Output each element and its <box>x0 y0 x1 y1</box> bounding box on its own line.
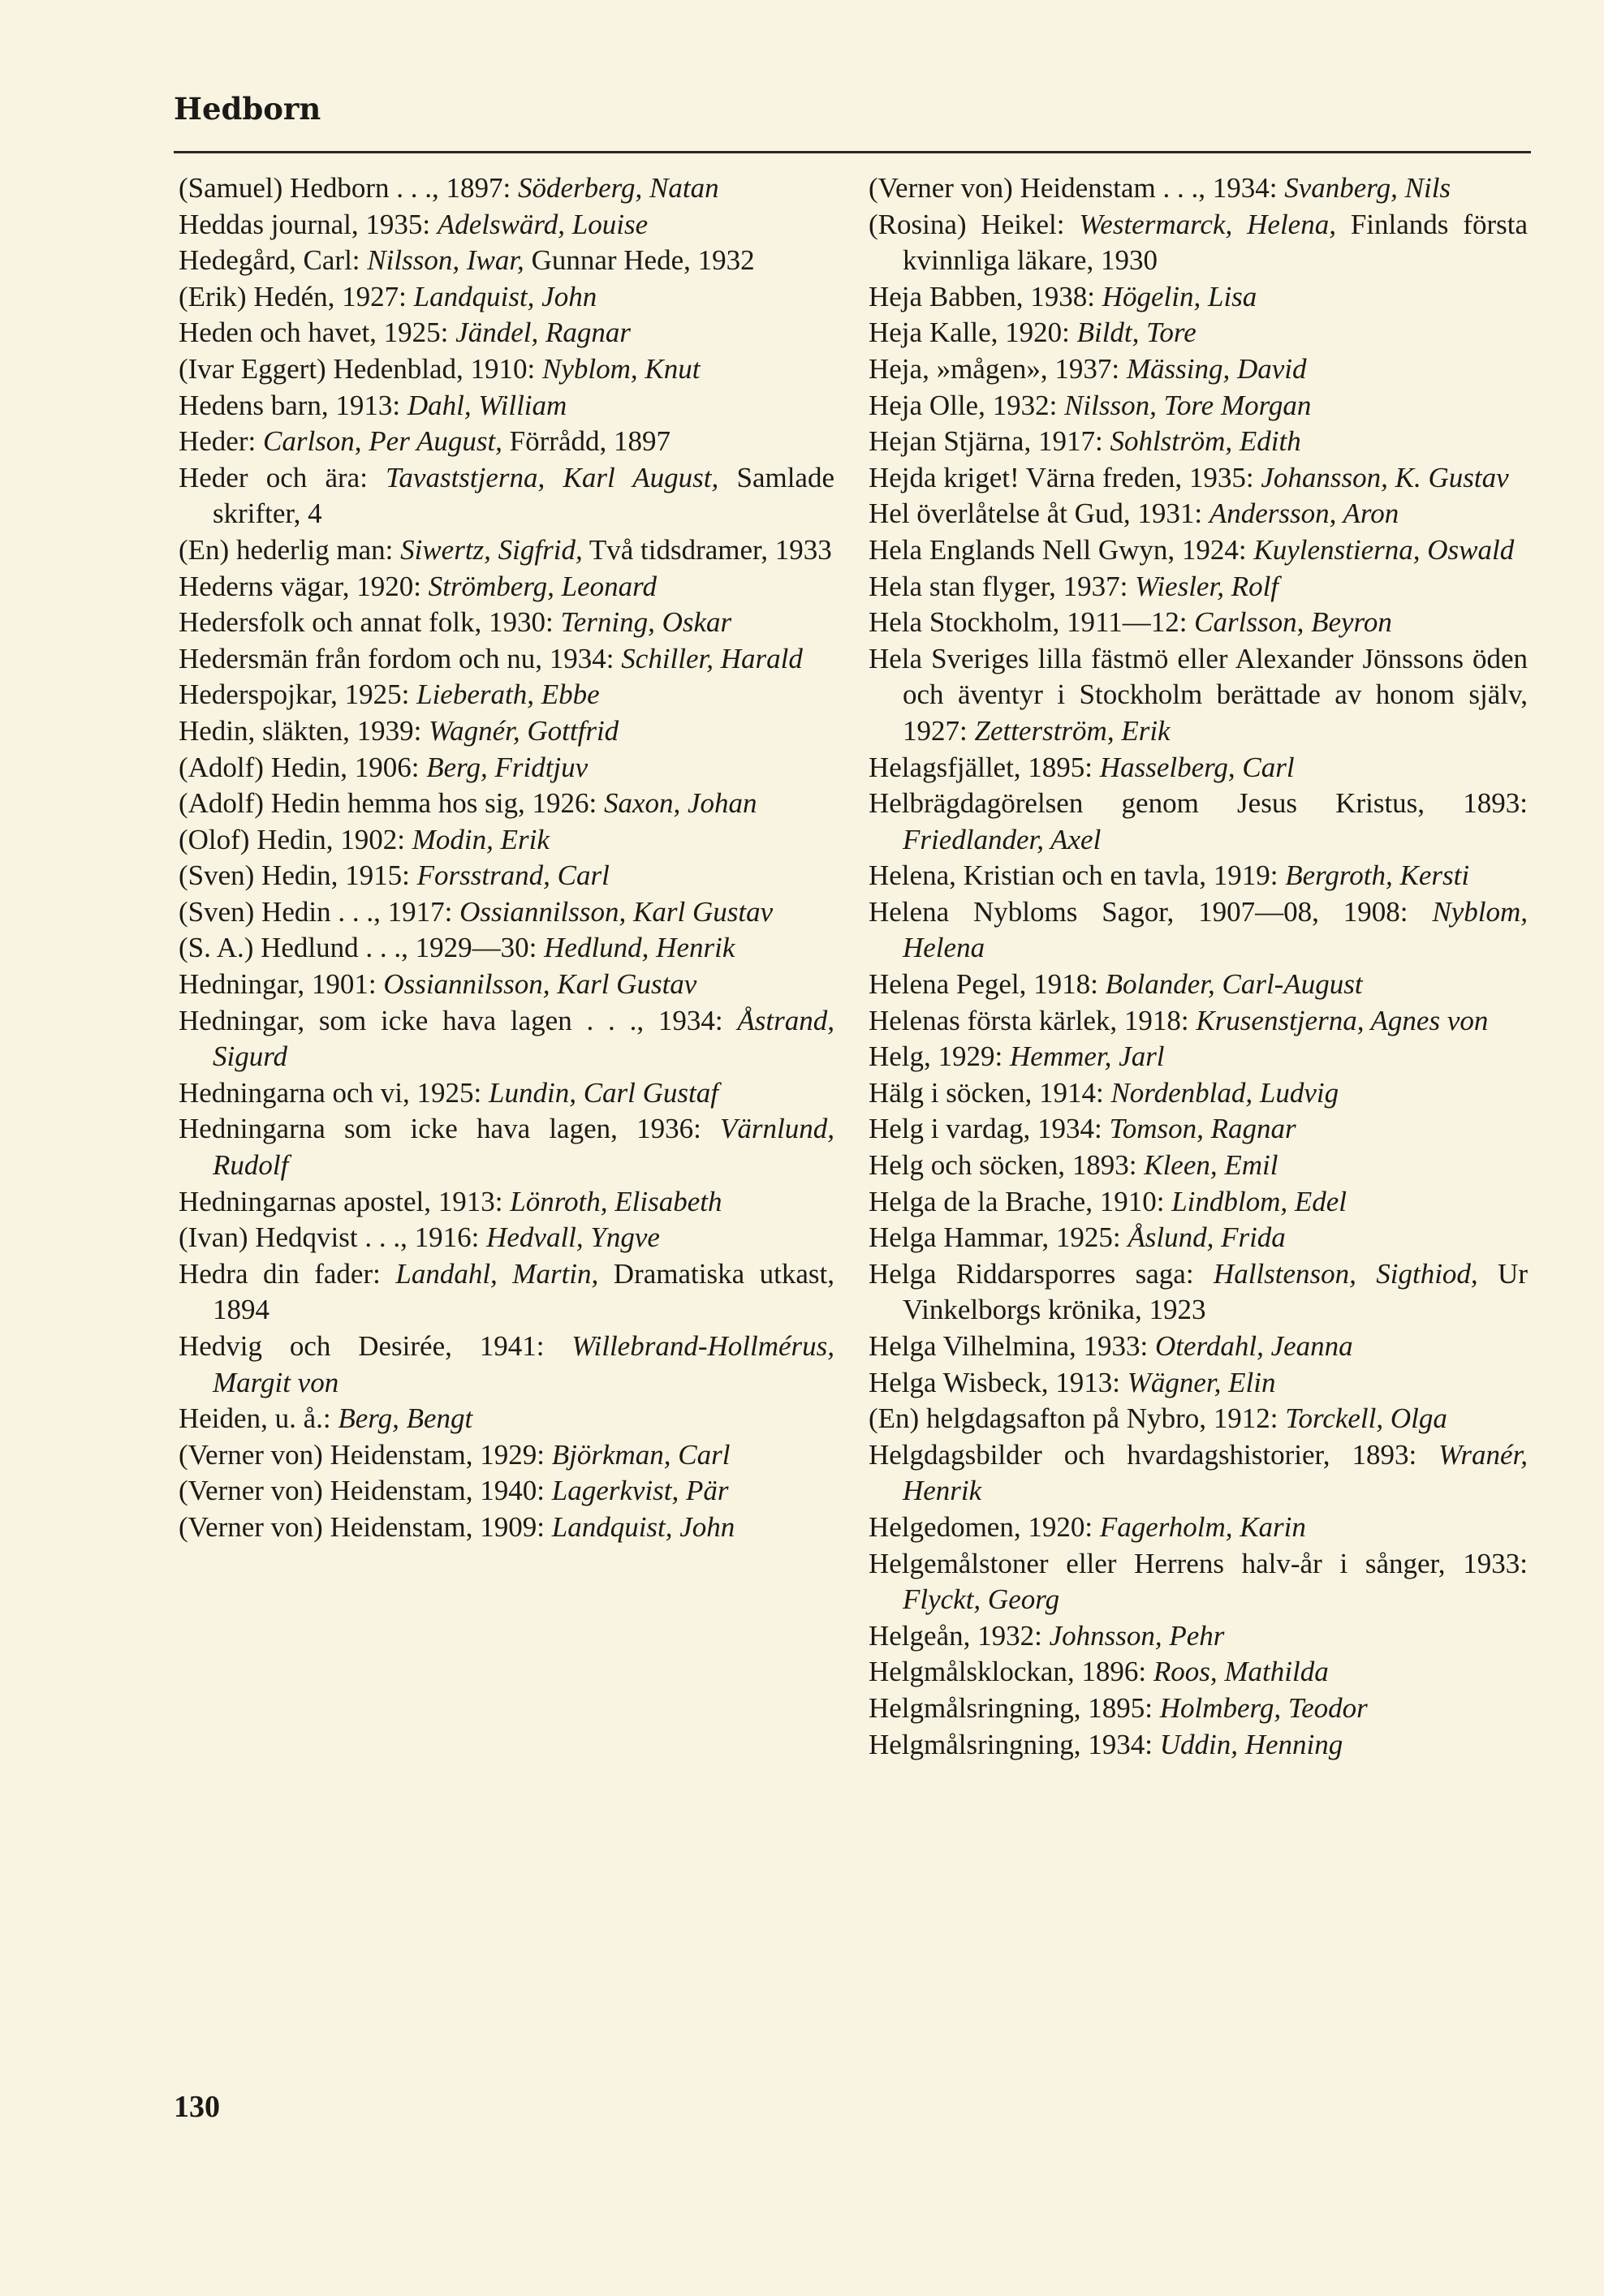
entry-title: Hedra din fader: <box>179 1257 396 1290</box>
entry-title: Heder och ära: <box>179 461 386 493</box>
index-entry <box>869 1401 1528 1437</box>
entry-author: Lieberath, Ebbe <box>416 678 600 711</box>
entry-author: Värnlund, Rudolf <box>213 1113 834 1182</box>
entry-author: Åstrand, Sigurd <box>213 1004 834 1073</box>
entry-author: Lagerkvist, Pär <box>551 1475 729 1507</box>
entry-title: Hedningar, som icke hava lagen . . ., 1934: <box>179 1004 738 1036</box>
entry-author: Forsstrand, Carl <box>416 859 610 892</box>
entry-author: Terning, Oskar <box>560 606 732 639</box>
entry-author: Ossiannilsson, Karl Gustav <box>383 968 697 1001</box>
entry-author: Sohlström, Edith <box>1110 425 1301 458</box>
index-entry <box>179 279 834 316</box>
entry-title: Helagsfjället, 1895: <box>869 751 1100 783</box>
entry-author: Jändel, Ragnar <box>455 317 631 349</box>
entry-title: (Verner von) Heidenstam, 1940: <box>179 1475 552 1507</box>
entry-title: Helena Nybloms Sagor, 1907—08, 1908: <box>869 895 1433 928</box>
entry-author: Landquist, John <box>413 280 597 312</box>
index-entry <box>869 641 1528 750</box>
index-entry <box>869 1184 1528 1221</box>
index-entry <box>869 1618 1528 1655</box>
entry-title: Heddas journal, 1935: <box>179 208 438 240</box>
entry-author: Åslund, Frida <box>1128 1221 1286 1254</box>
index-entry <box>179 822 834 859</box>
entry-title: (Verner von) Heidenstam, 1929: <box>179 1438 552 1471</box>
entry-title: Helg i vardag, 1934: <box>869 1113 1110 1145</box>
index-entry <box>179 1329 834 1401</box>
entry-title: (Samuel) Hedborn . . ., 1897: <box>179 172 518 204</box>
entry-author: Adelswärd, Louise <box>437 208 649 240</box>
entry-title: Helenas första kärlek, 1918: <box>869 1004 1197 1036</box>
entry-title: Hedersmän från fordom och nu, 1934: <box>179 642 622 674</box>
entry-rest: Förrådd, 1897 <box>502 425 670 458</box>
entry-title: (Ivar Eggert) Hedenblad, 1910: <box>179 352 543 385</box>
entry-title: Helena Pegel, 1918: <box>869 968 1106 1001</box>
entry-title: Hedningarna och vi, 1925: <box>179 1076 489 1109</box>
index-entry <box>179 894 834 931</box>
entry-title: Hejda kriget! Värna freden, 1935: <box>869 461 1261 493</box>
index-entry <box>869 1003 1528 1040</box>
entry-title: (Verner von) Heidenstam . . ., 1934: <box>869 172 1285 204</box>
entry-author: Landahl, Martin, <box>395 1257 599 1290</box>
entry-author: Hedlund, Henrik <box>544 932 735 964</box>
entry-author: Lundin, Carl Gustaf <box>489 1076 718 1109</box>
entry-title: (Sven) Hedin . . ., 1917: <box>179 895 460 928</box>
entry-title: Helgdagsbilder och hvardagshistorier, 1893: <box>869 1438 1439 1471</box>
index-entry <box>179 1075 834 1112</box>
index-entry <box>179 930 834 967</box>
entry-title: Helena, Kristian och en tavla, 1919: <box>869 859 1286 892</box>
index-entry <box>869 424 1528 460</box>
entry-author: Svanberg, Nils <box>1284 172 1451 204</box>
entry-title: (Adolf) Hedin hemma hos sig, 1926: <box>179 787 604 820</box>
entry-author: Nyblom, Knut <box>542 352 701 385</box>
index-entry <box>179 1256 834 1329</box>
entry-title: Hederspojkar, 1925: <box>179 678 417 711</box>
entry-author: Johnsson, Pehr <box>1049 1619 1225 1652</box>
index-entry <box>869 750 1528 786</box>
index-entry <box>869 1437 1528 1510</box>
entry-title: Helgmålsringning, 1895: <box>869 1691 1160 1724</box>
entry-author: Nyblom, Helena <box>903 895 1528 964</box>
index-entry <box>869 1075 1528 1112</box>
entry-author: Hallstenson, Sigthiod, <box>1213 1257 1478 1290</box>
index-entry <box>869 1111 1528 1148</box>
entry-author: Uddin, Henning <box>1159 1728 1343 1760</box>
entry-rest: Ur Vinkelborgs krönika, 1923 <box>903 1257 1528 1326</box>
entry-author: Nilsson, Tore Morgan <box>1064 389 1312 421</box>
index-entry <box>179 967 834 1003</box>
entry-title: Heiden, u. å.: <box>179 1402 338 1435</box>
entry-title: (En) helgdagsafton på Nybro, 1912: <box>869 1402 1286 1435</box>
entry-title: (Erik) Hedén, 1927: <box>179 280 414 312</box>
entry-author: Lindblom, Edel <box>1171 1185 1347 1217</box>
entry-author: Högelin, Lisa <box>1102 280 1257 312</box>
index-entry <box>179 713 834 750</box>
index-entry <box>179 641 834 678</box>
entry-author: Wagnér, Gottfrid <box>429 714 619 747</box>
entry-title: Helgedomen, 1920: <box>869 1510 1100 1543</box>
entry-title: (Sven) Hedin, 1915: <box>179 859 417 892</box>
entry-author: Carlson, Per August, <box>262 425 502 458</box>
entry-title: Hedens barn, 1913: <box>179 389 407 421</box>
index-entry <box>179 569 834 605</box>
right-column <box>869 170 1528 1763</box>
entry-author: Dahl, William <box>407 389 567 421</box>
entry-author: Lönroth, Elisabeth <box>510 1185 722 1217</box>
index-entry <box>179 1003 834 1075</box>
entry-author: Fagerholm, Karin <box>1099 1510 1306 1543</box>
entry-author: Schiller, Harald <box>621 642 803 674</box>
index-entry <box>869 1220 1528 1256</box>
entry-author: Björkman, Carl <box>551 1438 731 1471</box>
entry-author: Siwertz, Sigfrid, <box>400 533 583 566</box>
entry-author: Zetterström, Erik <box>974 714 1171 747</box>
entry-author: Strömberg, Leonard <box>428 570 657 602</box>
entry-author: Wägner, Elin <box>1127 1366 1276 1398</box>
entry-author: Johansson, K. Gustav <box>1261 461 1509 493</box>
entry-title: Hederns vägar, 1920: <box>179 570 429 602</box>
entry-author: Bergroth, Kersti <box>1285 859 1470 892</box>
index-entry <box>869 170 1528 207</box>
index-entry <box>869 786 1528 858</box>
entry-title: Hela Sveriges lilla fästmö eller Alexander Jönssons öden och äventyr i Stockholm berättade av honom själv, 1927: <box>869 642 1528 747</box>
entry-author: Tavaststjerna, Karl August, <box>386 461 719 493</box>
entry-title: Heja, »mågen», 1937: <box>869 352 1127 385</box>
index-entry <box>869 532 1528 569</box>
index-entry <box>869 496 1528 532</box>
entry-author: Bildt, Tore <box>1076 317 1197 349</box>
entry-author: Saxon, Johan <box>603 787 757 820</box>
index-entry <box>869 1365 1528 1402</box>
entry-author: Roos, Mathilda <box>1153 1656 1329 1688</box>
index-entry <box>179 786 834 822</box>
index-entry <box>179 532 834 569</box>
entry-title: Hedningar, 1901: <box>179 968 384 1001</box>
index-entry <box>179 1184 834 1221</box>
entry-title: Helga Vilhelmina, 1933: <box>869 1330 1156 1362</box>
left-column <box>179 170 834 1546</box>
entry-title: Helgeån, 1932: <box>869 1619 1050 1652</box>
entry-rest: Dramatiska utkast, 1894 <box>213 1257 834 1326</box>
entry-author: Kuylenstierna, Oswald <box>1253 533 1515 566</box>
entry-author: Carlsson, Beyron <box>1194 606 1392 639</box>
index-entry <box>869 388 1528 424</box>
index-entry <box>869 1510 1528 1546</box>
index-entry <box>869 1329 1528 1365</box>
entry-title: (En) hederlig man: <box>179 533 401 566</box>
entry-author: Holmberg, Teodor <box>1159 1691 1368 1724</box>
entry-title: Hedningarnas apostel, 1913: <box>179 1185 511 1217</box>
entry-author: Tomson, Ragnar <box>1109 1113 1296 1145</box>
entry-author: Berg, Fridtjuv <box>426 751 589 783</box>
entry-author: Nordenblad, Ludvig <box>1110 1076 1339 1109</box>
entry-title: Helgemålstoner eller Herrens halv-år i sånger, 1933: <box>869 1547 1528 1579</box>
entry-title: Helg, 1929: <box>869 1040 1011 1073</box>
index-entry <box>869 207 1528 279</box>
entry-title: Helga Riddarsporres saga: <box>869 1257 1214 1290</box>
entry-title: Hedningarna som icke hava lagen, 1936: <box>179 1113 721 1145</box>
index-entry <box>179 170 834 207</box>
index-entry <box>179 1473 834 1510</box>
entry-title: Helgmålsklockan, 1896: <box>869 1656 1153 1688</box>
entry-title: Helbrägdagörelsen genom Jesus Kristus, 1893: <box>869 787 1528 820</box>
index-entry <box>179 351 834 388</box>
index-entry <box>869 894 1528 967</box>
entry-author: Andersson, Aron <box>1209 498 1399 530</box>
index-entry <box>869 460 1528 497</box>
index-entry <box>179 750 834 786</box>
entry-author: Hasselberg, Carl <box>1099 751 1295 783</box>
entry-rest: Samlade skrifter, 4 <box>213 461 834 530</box>
entry-author: Oterdahl, Jeanna <box>1155 1330 1353 1362</box>
entry-title: Hela Englands Nell Gwyn, 1924: <box>869 533 1254 566</box>
entry-author: Bolander, Carl-August <box>1105 968 1363 1001</box>
entry-title: Hedegård, Carl: <box>179 244 368 277</box>
entry-title: Hedersfolk och annat folk, 1930: <box>179 606 561 639</box>
entry-title: Helg och söcken, 1893: <box>869 1149 1145 1182</box>
entry-author: Flyckt, Georg <box>903 1583 1060 1616</box>
entry-author: Wranér, Henrik <box>903 1438 1528 1507</box>
entry-title: Helga de la Brache, 1910: <box>869 1185 1172 1217</box>
entry-title: Hedvig och Desirée, 1941: <box>179 1330 572 1362</box>
entry-author: Westermarck, Helena, <box>1079 208 1336 240</box>
index-entry <box>869 1039 1528 1075</box>
index-entry <box>869 858 1528 894</box>
entry-author: Willebrand-Hollmérus, Margit von <box>213 1330 834 1398</box>
entry-author: Söderberg, Natan <box>517 172 719 204</box>
entry-title: Helga Wisbeck, 1913: <box>869 1366 1128 1398</box>
entry-title: Hela Stockholm, 1911—12: <box>869 606 1195 639</box>
running-head: Hedborn <box>174 91 321 127</box>
index-entry <box>179 388 834 424</box>
entry-title: Heden och havet, 1925: <box>179 317 456 349</box>
entry-title: Helga Hammar, 1925: <box>869 1221 1128 1254</box>
index-entry <box>179 858 834 894</box>
entry-author: Landquist, John <box>551 1510 735 1543</box>
entry-title: Heder: <box>179 425 263 458</box>
entry-title: Heja Kalle, 1920: <box>869 317 1077 349</box>
entry-title: Heja Olle, 1932: <box>869 389 1065 421</box>
index-entry <box>179 1220 834 1256</box>
entry-title: Hejan Stjärna, 1917: <box>869 425 1110 458</box>
index-entry <box>869 1691 1528 1727</box>
index-entry <box>179 243 834 279</box>
entry-title: (Adolf) Hedin, 1906: <box>179 751 427 783</box>
index-entry <box>869 279 1528 316</box>
entry-title: Hel överlåtelse åt Gud, 1931: <box>869 498 1209 530</box>
entry-title: (Olof) Hedin, 1902: <box>179 823 412 855</box>
index-entry <box>179 1401 834 1437</box>
entry-title: (S. A.) Hedlund . . ., 1929—30: <box>179 932 545 964</box>
entry-author: Wiesler, Rolf <box>1135 570 1279 602</box>
entry-author: Hedvall, Yngve <box>486 1221 660 1254</box>
index-entry <box>179 460 834 532</box>
header-rule <box>174 151 1531 153</box>
index-entry <box>869 351 1528 388</box>
entry-author: Ossiannilsson, Karl Gustav <box>459 895 774 928</box>
index-entry <box>179 1437 834 1474</box>
index-entry <box>179 677 834 713</box>
entry-author: Kleen, Emil <box>1144 1149 1278 1182</box>
entry-title: Hedin, släkten, 1939: <box>179 714 429 747</box>
entry-title: (Rosina) Heikel: <box>869 208 1080 240</box>
index-entry <box>179 1111 834 1183</box>
index-entry <box>869 605 1528 641</box>
entry-author: Mässing, David <box>1126 352 1307 385</box>
index-entry <box>869 315 1528 351</box>
entry-title: Hälg i söcken, 1914: <box>869 1076 1111 1109</box>
entry-author: Modin, Erik <box>412 823 550 855</box>
index-entry <box>869 1727 1528 1764</box>
entry-author: Hemmer, Jarl <box>1010 1040 1165 1073</box>
entry-author: Krusenstjerna, Agnes von <box>1196 1004 1489 1036</box>
entry-author: Nilsson, Iwar, <box>367 244 524 277</box>
entry-title: (Verner von) Heidenstam, 1909: <box>179 1510 552 1543</box>
index-entry <box>869 1654 1528 1691</box>
entry-title: Heja Babben, 1938: <box>869 280 1102 312</box>
entry-author: Friedlander, Axel <box>903 823 1102 855</box>
index-entry <box>179 1510 834 1546</box>
entry-author: Berg, Bengt <box>338 1402 473 1435</box>
entry-title: Helgmålsringning, 1934: <box>869 1728 1160 1760</box>
index-entry <box>179 605 834 641</box>
entry-title: Hela stan flyger, 1937: <box>869 570 1136 602</box>
index-entry <box>179 315 834 351</box>
index-entry <box>869 1148 1528 1184</box>
entry-title: (Ivan) Hedqvist . . ., 1916: <box>179 1221 487 1254</box>
index-entry <box>869 1546 1528 1618</box>
index-entry <box>179 207 834 243</box>
index-entry <box>869 569 1528 605</box>
index-entry <box>869 1256 1528 1329</box>
entry-author: Torckell, Olga <box>1285 1402 1447 1435</box>
index-entry <box>869 967 1528 1003</box>
entry-rest: Finlands första kvinnliga läkare, 1930 <box>903 208 1528 277</box>
entry-rest: Gunnar Hede, 1932 <box>524 244 755 277</box>
page-number: 130 <box>174 2090 220 2124</box>
entry-rest: Två tidsdramer, 1933 <box>582 533 832 566</box>
index-entry <box>179 424 834 460</box>
